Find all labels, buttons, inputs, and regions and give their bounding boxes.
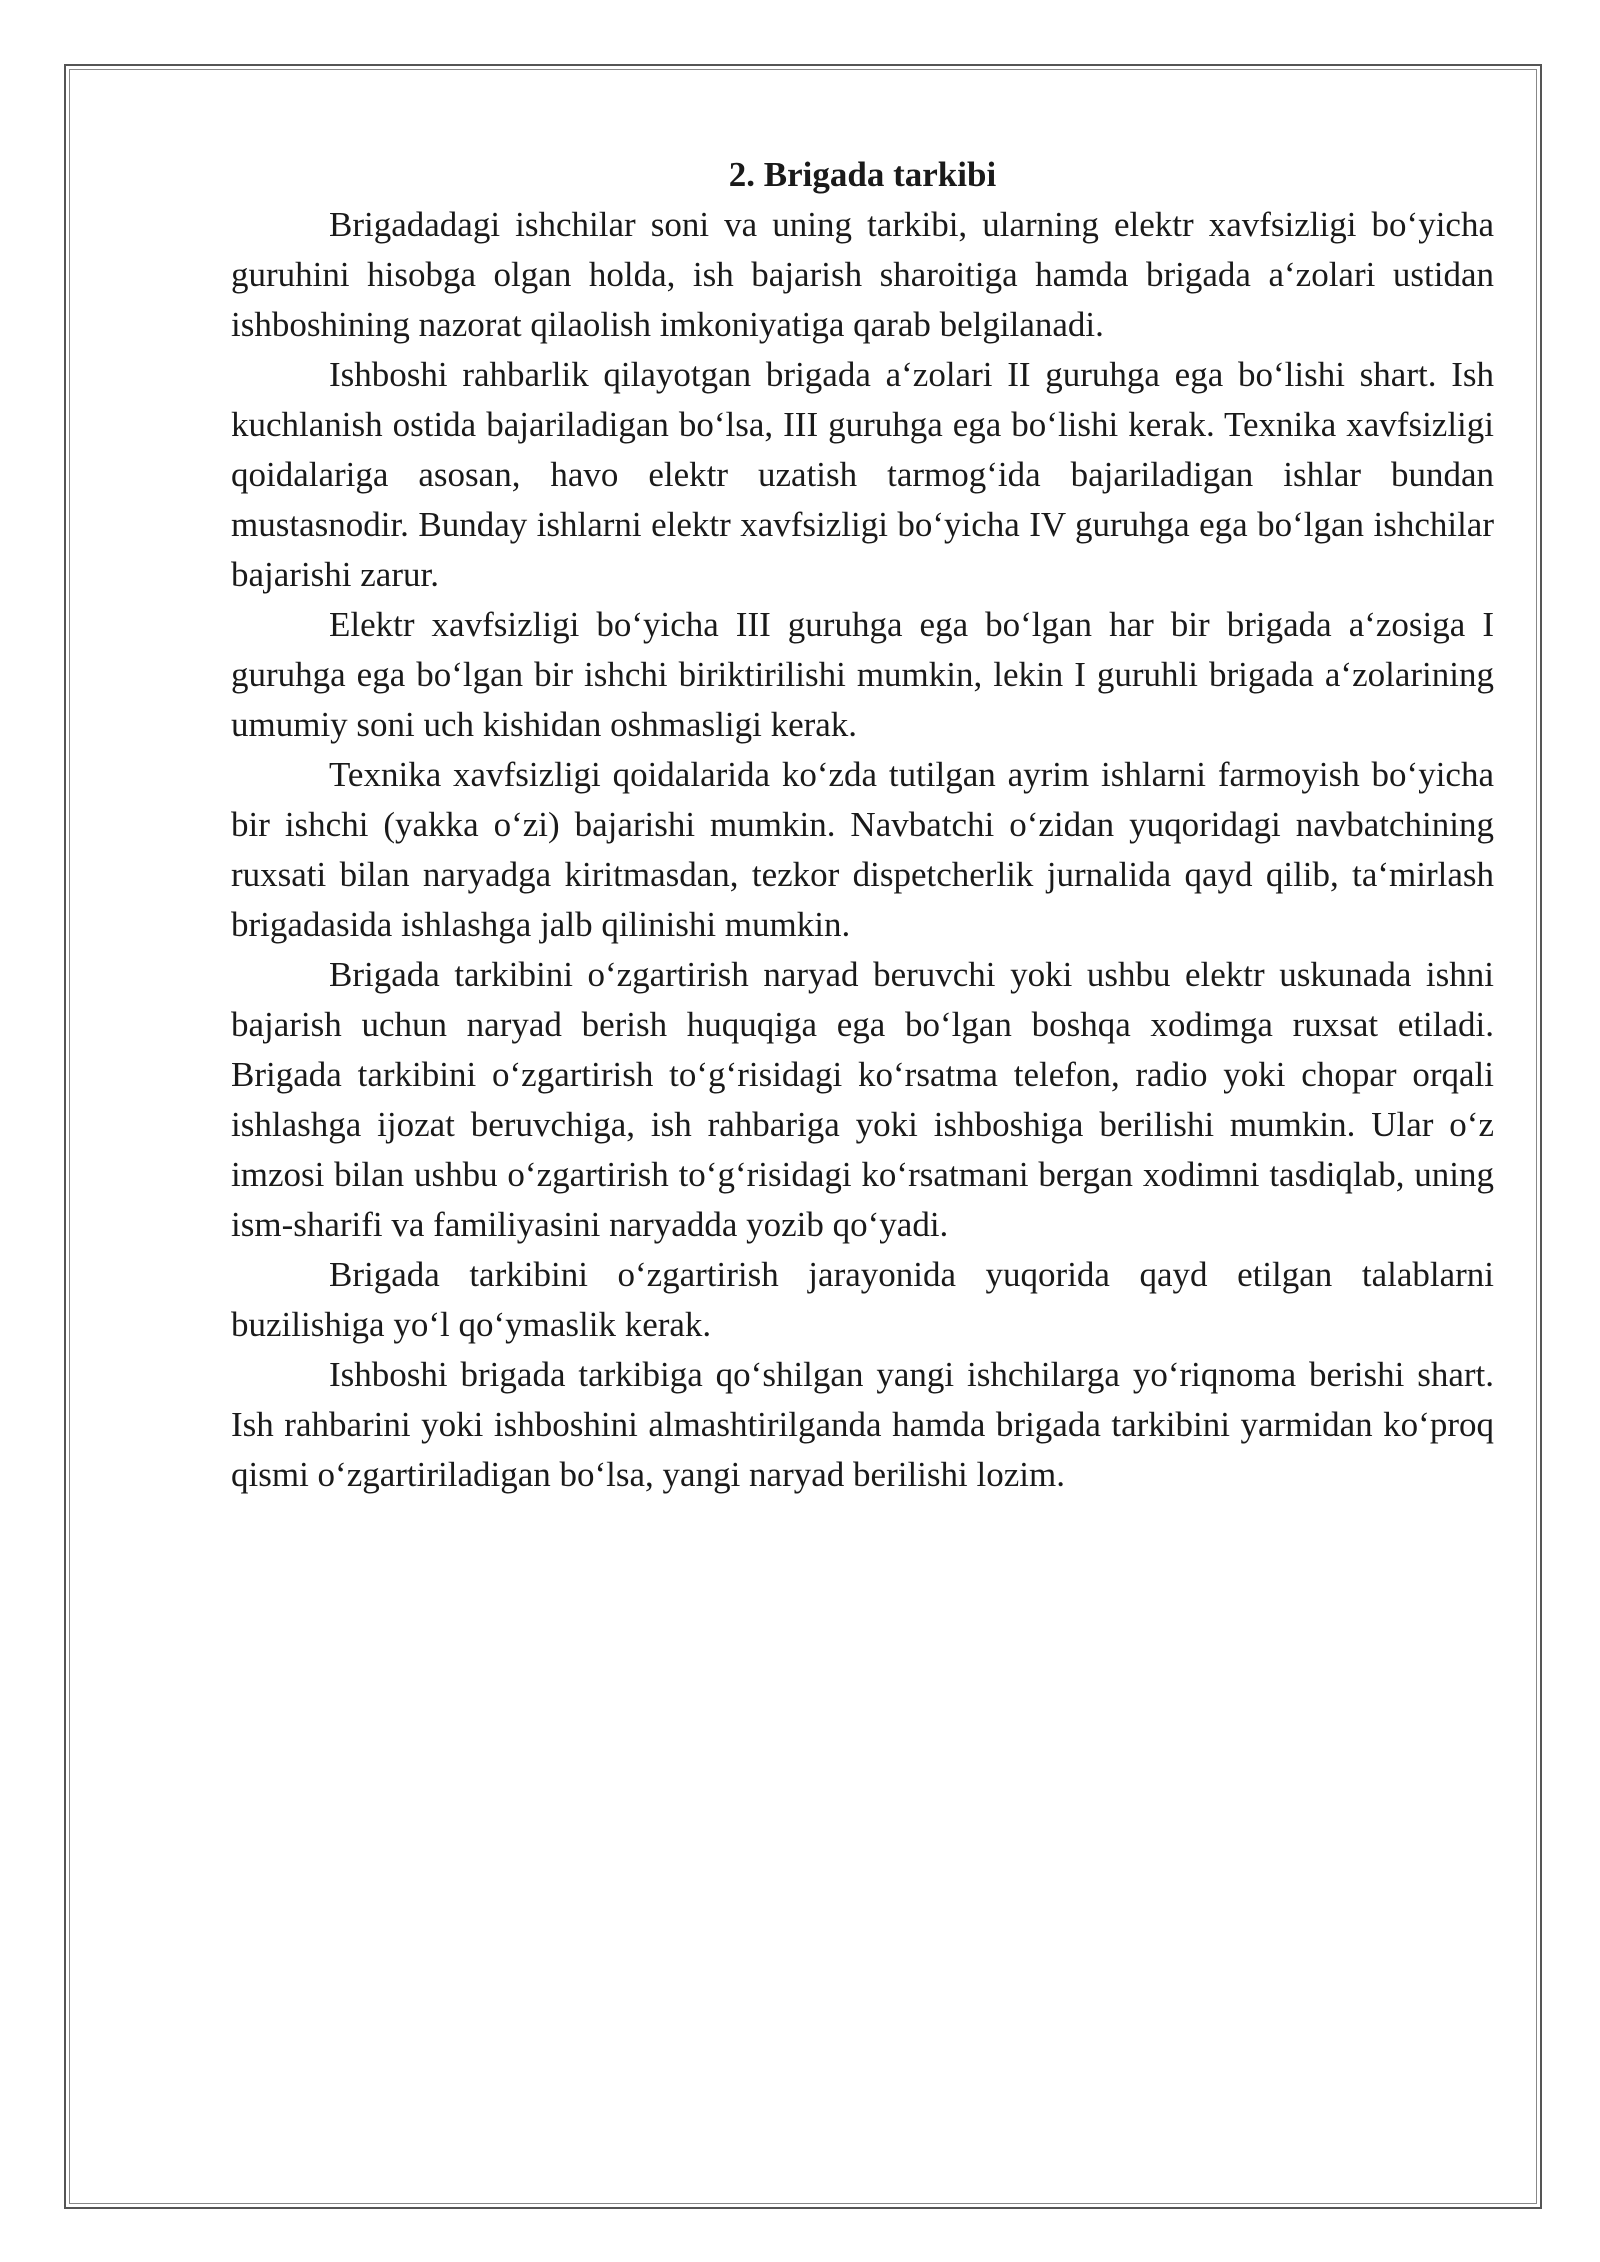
paragraph-2: Ishboshi rahbarlik qilayotgan brigada a‘zolari II guruhga ega bo‘lishi shart. Ish kuchlanish ostida bajariladigan bo‘lsa, III guruhga ega bo‘lishi kerak. Texnika xavfsizligi qoidalariga asosan, havo elektr uzatish tarmog‘ida bajariladigan ishlar bundan mustasnodir. Bunday ishlarni elektr xavfsizligi bo‘yicha IV guruhga ega bo‘lgan ishchilar bajarishi zarur.: [231, 355, 1494, 594]
document-body: [231, 150, 1494, 1500]
paragraph-4: Texnika xavfsizligi qoidalarida ko‘zda tutilgan ayrim ishlarni farmoyish bo‘yicha bir ishchi (yakka o‘zi) bajarishi mumkin. Navbatchi o‘zidan yuqoridagi navbatchining ruxsati bilan naryadga kiritmasdan, tezkor dispetcherlik jurnalida qayd qilib, ta‘mirlash brigadasida ishlashga jalb qilinishi mumkin.: [231, 755, 1494, 944]
paragraph-5: Brigada tarkibini o‘zgartirish naryad beruvchi yoki ushbu elektr uskunada ishni bajarish uchun naryad berish huquqiga ega bo‘lgan boshqa xodimga ruxsat etiladi. Brigada tarkibini o‘zgartirish to‘g‘risidagi ko‘rsatma telefon, radio yoki chopar orqali ishlashga ijozat beruvchiga, ish rahbariga yoki ishboshiga berilishi mumkin. Ular o‘z imzosi bilan ushbu o‘zgartirish to‘g‘risidagi ko‘rsatmani bergan xodimni tasdiqlab, uning ism-sharifi va familiyasini naryadda yozib qo‘yadi.: [231, 955, 1494, 1244]
section-heading: 2. Brigada tarkibi: [728, 155, 997, 194]
paragraph-6: Brigada tarkibini o‘zgartirish jarayonida yuqorida qayd etilgan talablarni buzilishiga yo‘l qo‘ymaslik kerak.: [231, 1255, 1494, 1344]
paragraph-3: Elektr xavfsizligi bo‘yicha III guruhga ega bo‘lgan har bir brigada a‘zosiga I guruhga ega bo‘lgan bir ishchi biriktirilishi mumkin, lekin I guruhli brigada a‘zolarining umumiy soni uch kishidan oshmasligi kerak.: [231, 605, 1494, 744]
paragraph-7: Ishboshi brigada tarkibiga qo‘shilgan yangi ishchilarga yo‘riqnoma berishi shart. Ish rahbarini yoki ishboshini almashtirilganda hamda brigada tarkibini yarmidan ko‘proq qismi o‘zgartiriladigan bo‘lsa, yangi naryad berilishi lozim.: [231, 1355, 1494, 1494]
paragraph-1: Brigadadagi ishchilar soni va uning tarkibi, ularning elektr xavfsizligi bo‘yicha guruhini hisobga olgan holda, ish bajarish sharoitiga hamda brigada a‘zolari ustidan ishboshining nazorat qilaolish imkoniyatiga qarab belgilanadi.: [231, 205, 1494, 344]
